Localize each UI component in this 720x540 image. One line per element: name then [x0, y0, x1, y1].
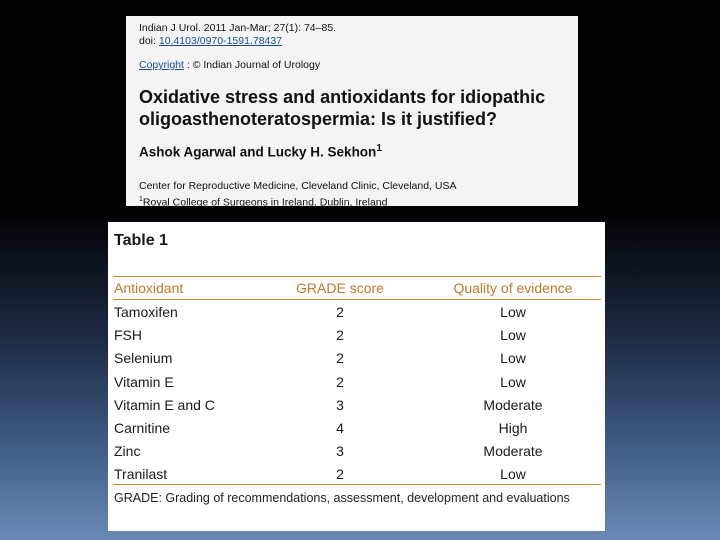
table-bottom-rule: [113, 484, 601, 485]
authors-names: Ashok Agarwal and Lucky H. Sekhon: [139, 144, 377, 160]
cell-grade-score: 2: [336, 466, 344, 483]
header-quality-of-evidence: Quality of evidence: [453, 280, 573, 296]
cell-quality: Moderate: [483, 443, 543, 460]
table-header-rule: [113, 299, 601, 300]
cell-grade-score: 2: [336, 350, 344, 367]
copyright-text: : © Indian Journal of Urology: [183, 59, 321, 71]
cell-grade-score: 2: [336, 373, 344, 390]
antioxidant-table: [108, 222, 605, 531]
affiliation-2-text: Royal College of Surgeons in Ireland, Dublin, Ireland: [142, 196, 388, 208]
header-antioxidant: Antioxidant: [114, 280, 184, 296]
cell-antioxidant: Zinc: [114, 443, 141, 460]
cell-antioxidant: Selenium: [114, 350, 173, 367]
header-grade-score: GRADE score: [296, 280, 384, 296]
cell-quality: Low: [500, 373, 526, 390]
copyright-link[interactable]: Copyright: [139, 59, 184, 71]
article-authors: [139, 140, 566, 161]
journal-reference: Indian J Urol. 2011 Jan-Mar; 27(1): 74–85.: [139, 22, 337, 34]
cell-quality: Moderate: [483, 396, 543, 413]
cell-grade-score: 2: [336, 304, 344, 320]
cell-antioxidant: Carnitine: [114, 419, 171, 436]
doi-line: [139, 35, 566, 48]
affiliation-2: [139, 193, 566, 210]
affiliations: [139, 180, 566, 210]
cell-antioxidant: FSH: [114, 327, 142, 344]
cell-antioxidant: Vitamin E: [114, 373, 174, 390]
cell-antioxidant: Vitamin E and C: [114, 396, 215, 413]
copyright-line: [139, 59, 566, 72]
cell-quality: Low: [500, 466, 526, 483]
cell-grade-score: 3: [336, 443, 344, 460]
cell-quality: Low: [500, 304, 526, 320]
table-top-rule: [113, 276, 601, 277]
table-row: [108, 440, 605, 463]
table-body: [108, 301, 605, 487]
cell-grade-score: 3: [336, 396, 344, 413]
cell-antioxidant: Tranilast: [114, 466, 168, 483]
cell-grade-score: 2: [336, 327, 344, 344]
cell-antioxidant: Tamoxifen: [114, 304, 178, 320]
article-title-line-1: Oxidative stress and antioxidants for idiopathic: [139, 87, 546, 107]
table-row: [108, 347, 605, 370]
table-header-row: [108, 280, 605, 298]
cell-quality: Low: [500, 327, 526, 344]
table-title: Table 1: [114, 232, 168, 249]
table-row: [108, 394, 605, 417]
affiliation-1: Center for Reproductive Medicine, Cleveland Clinic, Cleveland, USA: [139, 179, 457, 192]
doi-label: doi:: [139, 35, 156, 47]
authors-affiliation-marker: 1: [376, 143, 382, 154]
affiliation-2-marker: 1: [139, 195, 143, 203]
cell-quality: High: [498, 419, 528, 436]
article-title: [139, 86, 566, 130]
table-row: [108, 417, 605, 440]
cell-quality: Low: [500, 350, 526, 367]
table-row: [108, 324, 605, 347]
cell-grade-score: 4: [336, 419, 344, 436]
article-citation-card: [126, 16, 578, 206]
table-row: [108, 301, 605, 324]
doi-link[interactable]: 10.4103/0970-1591.78437: [158, 35, 283, 47]
table-row: [108, 371, 605, 394]
article-title-line-2: oligoasthenoteratospermia: Is it justified?: [139, 109, 498, 129]
table-footnote: GRADE: Grading of recommendations, assessment, development and evaluations: [114, 491, 570, 505]
